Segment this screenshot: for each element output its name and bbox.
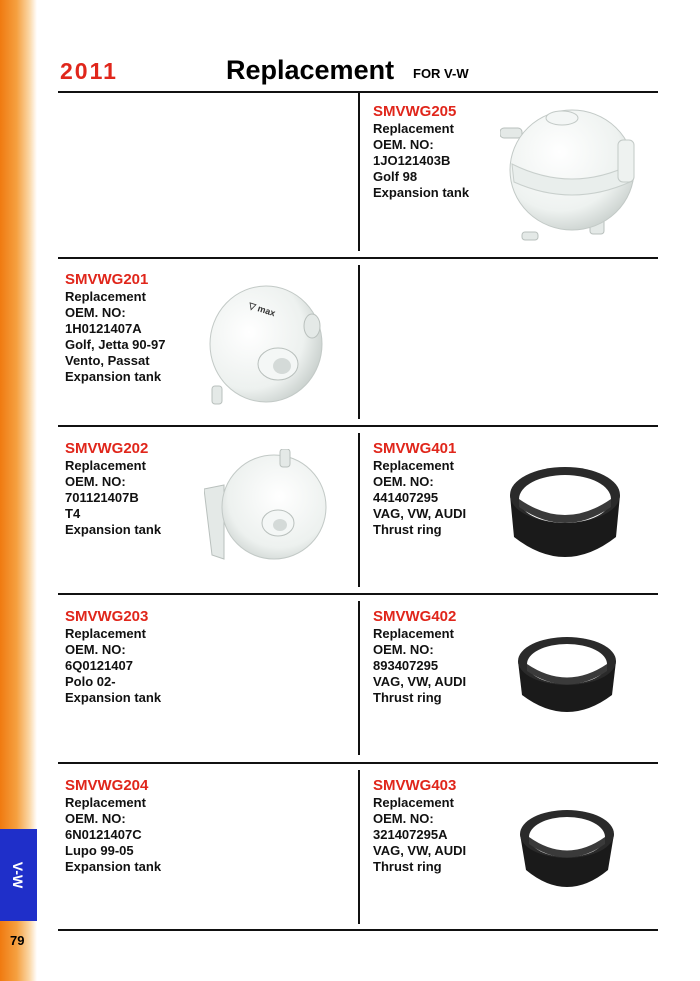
product-line: Replacement: [65, 458, 146, 473]
product-info: [65, 440, 161, 538]
product-card-smvwg401: [366, 433, 662, 595]
oem-label: OEM. NO:: [65, 642, 126, 657]
product-line: Replacement: [373, 458, 454, 473]
product-code: SMVWG204: [65, 777, 149, 794]
oem-number: 893407295: [373, 658, 439, 673]
oem-label: OEM. NO:: [373, 811, 434, 826]
product-line: Replacement: [373, 795, 454, 810]
product-line: Replacement: [373, 121, 454, 136]
product-card-smvwg403: [366, 770, 662, 932]
product-card-smvwg205: [366, 96, 662, 258]
expansion-tank-image: [208, 278, 332, 406]
product-line: Replacement: [373, 626, 454, 641]
product-type: Expansion tank: [65, 859, 162, 874]
oem-label: OEM. NO:: [65, 474, 126, 489]
vehicle-application: T4: [65, 506, 81, 521]
oem-number: 701121407B: [65, 490, 139, 505]
thrust-ring-image: [512, 631, 622, 723]
section-tab-label-wrap: [0, 829, 37, 921]
expansion-tank-image: [500, 104, 650, 250]
product-info: [65, 271, 165, 385]
product-type: Thrust ring: [373, 859, 442, 874]
product-line: Replacement: [65, 289, 146, 304]
vehicle-application: VAG, VW, AUDI: [373, 674, 467, 689]
vehicle-application: Lupo 99-05: [65, 843, 134, 858]
oem-number: 321407295A: [373, 827, 448, 842]
product-code: SMVWG201: [65, 271, 149, 288]
oem-number: 6Q0121407: [65, 658, 133, 673]
oem-label: OEM. NO:: [373, 642, 434, 657]
oem-number: 441407295: [373, 490, 439, 505]
oem-label: OEM. NO:: [65, 305, 126, 320]
product-type: Expansion tank: [65, 369, 162, 384]
product-type: Thrust ring: [373, 522, 442, 537]
column-divider: [358, 770, 360, 924]
product-info: [373, 103, 469, 201]
product-code: SMVWG202: [65, 440, 149, 457]
column-divider: [358, 93, 360, 251]
product-card-smvwg201: [58, 264, 354, 426]
vehicle-application: VAG, VW, AUDI: [373, 843, 467, 858]
product-card-smvwg402: [366, 601, 662, 763]
product-code: SMVWG203: [65, 608, 149, 625]
thrust-ring-image: [500, 459, 630, 569]
product-info: [373, 777, 466, 875]
product-code: SMVWG401: [373, 440, 457, 457]
oem-label: OEM. NO:: [373, 474, 434, 489]
product-type: Expansion tank: [65, 522, 162, 537]
vehicle-application: Golf 98: [373, 169, 418, 184]
product-code: SMVWG402: [373, 608, 457, 625]
oem-label: OEM. NO:: [65, 811, 126, 826]
vehicle-application: Golf, Jetta 90-97: [65, 337, 166, 352]
product-info: [65, 608, 161, 706]
catalog-year: 2011: [60, 58, 118, 84]
max-mark-icon: ▽ max: [247, 300, 277, 319]
vehicle-application: Polo 02-: [65, 674, 116, 689]
page-subtitle: FOR V-W: [413, 66, 469, 81]
product-info: [373, 608, 466, 706]
expansion-tank-image: [204, 449, 328, 565]
oem-label: OEM. NO:: [373, 137, 434, 152]
section-tab-label: V-W: [10, 861, 27, 889]
vehicle-application: Vento, Passat: [65, 353, 150, 368]
page-title: Replacement: [226, 55, 395, 85]
page-number: 79: [10, 933, 25, 948]
column-divider: [358, 601, 360, 755]
product-code: SMVWG403: [373, 777, 457, 794]
column-divider: [358, 265, 360, 419]
product-info: [65, 777, 161, 875]
oem-number: 1JO121403B: [373, 153, 451, 168]
oem-number: 1H0121407A: [65, 321, 142, 336]
thrust-ring-image: [514, 804, 620, 900]
product-type: Thrust ring: [373, 690, 442, 705]
vehicle-application: VAG, VW, AUDI: [373, 506, 467, 521]
oem-number: 6N0121407C: [65, 827, 142, 842]
product-card-smvwg202: [58, 433, 354, 595]
product-line: Replacement: [65, 626, 146, 641]
product-type: Expansion tank: [373, 185, 470, 200]
product-info: [373, 440, 466, 538]
product-code: SMVWG205: [373, 103, 457, 120]
product-card-smvwg204: [58, 770, 354, 932]
product-type: Expansion tank: [65, 690, 162, 705]
column-divider: [358, 433, 360, 587]
product-card-smvwg203: [58, 601, 354, 763]
product-line: Replacement: [65, 795, 146, 810]
